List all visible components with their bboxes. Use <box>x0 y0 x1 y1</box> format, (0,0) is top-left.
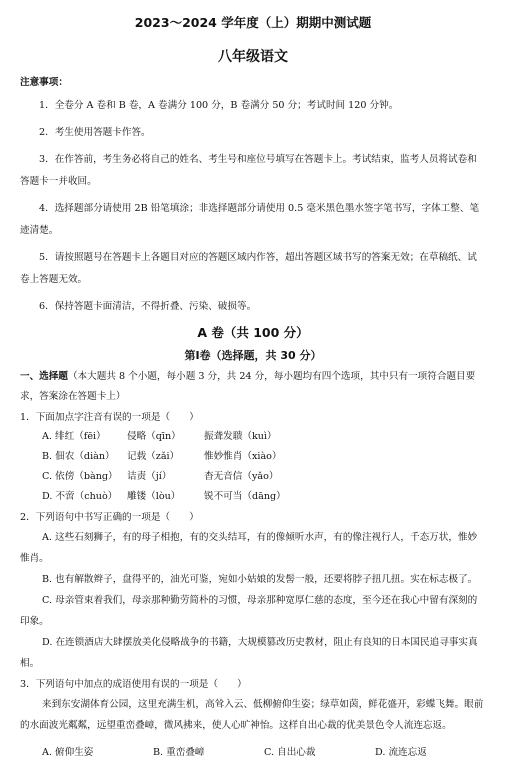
part-1-heading: 一、选择题 <box>20 371 68 383</box>
option-idiom: D. 流连忘返 <box>375 747 427 759</box>
option-sentence: A. 这些石刻狮子，有的母子相抱，有的交头结耳，有的像倾听水声，有的像注视行人，千态万状，惟妙惟肖。 <box>20 532 478 565</box>
option-word: A. 绯红（fēi） <box>42 431 106 443</box>
question-2-stem: 2．下列语句中书写正确的一项是（ ） <box>20 512 199 524</box>
exam-subtitle: 八年级语文 <box>218 48 288 65</box>
option-word: 侵略（qīn） <box>127 431 181 443</box>
option-row <box>42 487 486 507</box>
option-word: B. 佃农（diàn） <box>42 451 115 463</box>
exam-title: 2023～2024 学年度（上）期期中测试题 <box>134 15 372 30</box>
option-idiom: C. 自出心裁 <box>264 747 316 759</box>
option-idiom: A. 俯仰生姿 <box>42 747 94 759</box>
part-1-instructions <box>20 367 486 407</box>
question-2-options <box>20 527 486 674</box>
notice-item: 6．保持答题卡面清洁，不得折叠、污染、破损等。 <box>39 301 257 313</box>
option-sentence: C. 母亲管束着我们，母亲那种勤劳简朴的习惯，母亲那种宽厚仁慈的态度，至今还在我心中留有深刻的印象。 <box>20 595 478 628</box>
notice-item: 4．选择题部分请使用 2B 铅笔填涂；非选择题部分请使用 0.5 毫米黑色墨水签字笔书写，字体工整、笔迹清楚。 <box>20 203 480 237</box>
option-row <box>42 427 486 447</box>
option-word: D. 不啻（chuò） <box>42 491 118 503</box>
question-3-stem: 3．下列语句中加点的成语使用有误的一项是（ ） <box>20 679 247 691</box>
question-3-passage: 来到东安湖体育公园，这里充满生机，高耸入云、低柳俯仰生姿；绿草如茵，鲜花盛开，彩蝶飞舞。眼前的水面波光粼粼，远望重峦叠嶂，微风拂来，使人心旷神怡。这样自出心裁的优美景色令人流连忘返。 <box>20 699 484 732</box>
notice-heading: 注意事项： <box>20 76 68 88</box>
option-word: 记载（zǎi） <box>127 451 180 463</box>
option-word: C. 依傍（bàng） <box>42 471 118 483</box>
option-sentence: D. 在连锁酒店大肆摆放美化侵略战争的书籍，大规模篡改历史教材，阻止有良知的日本国民追寻事实真相。 <box>20 637 478 670</box>
notice-list <box>20 95 486 318</box>
notice-item: 3．在作答前，考生务必将自己的姓名、考生号和座位号填写在答题卡上。考试结束，监考人员将试卷和答题卡一并收回。 <box>20 154 477 188</box>
option-row <box>42 467 486 487</box>
option-word: 振聋发聩（kuì） <box>204 431 277 443</box>
question-1-stem: 1．下面加点字注音有误的一项是（ ） <box>20 412 199 424</box>
option-sentence: B. 也有解散辫子，盘得平的，油光可鉴，宛如小姑娘的发髻一般，还要将脖子扭几扭。实在标志极了。 <box>42 574 478 586</box>
part-1-description: （本大题共 8 个小题，每小题 3 分，共 24 分，每小题均有四个选项，其中只有一项符合题目要求，答案涂在答题卡上） <box>20 371 476 403</box>
part-1-title: 第Ⅰ卷（选择题，共 30 分） <box>184 348 322 362</box>
option-word: 雕镂（lòu） <box>127 491 181 503</box>
option-word: 诘责（jí） <box>127 471 172 483</box>
question-3-options <box>42 742 486 764</box>
question-1-options <box>20 427 486 507</box>
notice-item: 2．考生使用答题卡作答。 <box>39 127 151 139</box>
section-a-title: A 卷（共 100 分） <box>197 325 309 341</box>
notice-item: 5．请按照题号在答题卡上各题目对应的答题区域内作答，超出答题区域书写的答案无效；在草稿纸、试卷上答题无效。 <box>20 252 477 286</box>
option-word: 杳无音信（yǎo） <box>204 471 279 483</box>
option-word: 锐不可当（dāng） <box>204 491 286 503</box>
option-row <box>42 447 486 467</box>
option-word: 惟妙惟肖（xiào） <box>204 451 282 463</box>
notice-item: 1．全卷分 A 卷和 B 卷，A 卷满分 100 分，B 卷满分 50 分；考试时间 120 分钟。 <box>39 100 399 112</box>
option-idiom: B. 重峦叠嶂 <box>153 747 205 759</box>
